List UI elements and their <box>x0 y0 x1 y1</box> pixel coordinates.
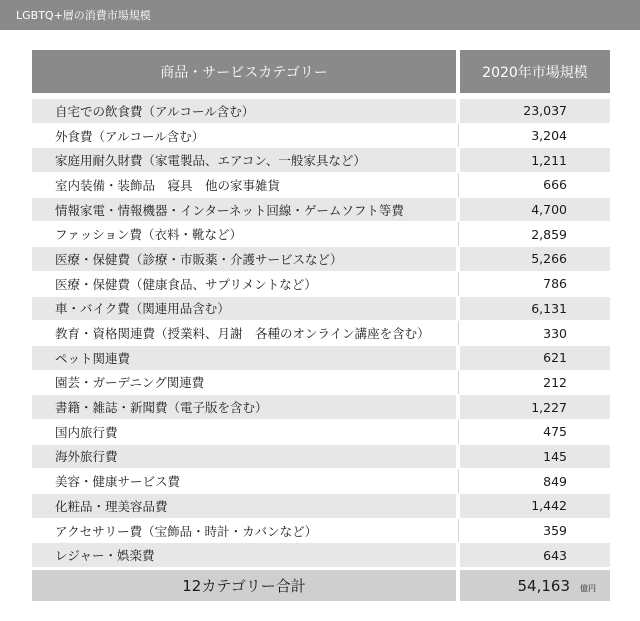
category-cell: 医療・保健費（健康食品、サプリメントなど） <box>32 271 458 296</box>
value-cell: 23,037 <box>458 96 610 123</box>
table-body <box>32 96 610 569</box>
value-cell: 786 <box>458 271 610 296</box>
category-cell: ペット関連費 <box>32 345 458 370</box>
table-row <box>32 444 610 469</box>
table-header-row <box>32 50 610 96</box>
table-row <box>32 494 610 519</box>
column-header-market-size: 2020年市場規模 <box>458 50 610 96</box>
value-cell: 1,211 <box>458 148 610 173</box>
table-row <box>32 321 610 346</box>
table-row <box>32 96 610 123</box>
category-cell: 外食費（アルコール含む） <box>32 123 458 148</box>
table-row <box>32 148 610 173</box>
category-cell: 園芸・ガーデニング関連費 <box>32 370 458 395</box>
category-cell: 化粧品・理美容品費 <box>32 494 458 519</box>
title-bar <box>0 0 640 30</box>
value-cell: 5,266 <box>458 247 610 272</box>
table-row <box>32 518 610 543</box>
value-cell: 3,204 <box>458 123 610 148</box>
category-cell: 書籍・雑誌・新聞費（電子版を含む） <box>32 395 458 420</box>
table-row <box>32 543 610 569</box>
value-cell: 1,227 <box>458 395 610 420</box>
category-cell: 自宅での飲食費（アルコール含む） <box>32 96 458 123</box>
table-row <box>32 173 610 198</box>
category-cell: ファッション費（衣料・靴など） <box>32 222 458 247</box>
table-row <box>32 123 610 148</box>
category-cell: アクセサリー費（宝飾品・時計・カバンなど） <box>32 518 458 543</box>
column-header-category: 商品・サービスカテゴリー <box>32 50 458 96</box>
value-cell: 4,700 <box>458 197 610 222</box>
value-cell: 359 <box>458 518 610 543</box>
table-row <box>32 247 610 272</box>
value-cell: 2,859 <box>458 222 610 247</box>
category-cell: 情報家電・情報機器・インターネット回線・ゲームソフト等費 <box>32 197 458 222</box>
category-cell: 海外旅行費 <box>32 444 458 469</box>
category-cell: 教育・資格関連費（授業料、月謝 各種のオンライン講座を含む） <box>32 321 458 346</box>
table-row <box>32 271 610 296</box>
total-value: 54,163 <box>517 576 570 595</box>
value-cell: 475 <box>458 419 610 444</box>
category-cell: 室内装備・装飾品 寝具 他の家事雑貨 <box>32 173 458 198</box>
value-cell: 666 <box>458 173 610 198</box>
total-row <box>32 569 610 602</box>
value-cell: 330 <box>458 321 610 346</box>
table-row <box>32 370 610 395</box>
table-row <box>32 222 610 247</box>
value-cell: 621 <box>458 345 610 370</box>
page-title: LGBTQ+層の消費市場規模 <box>16 9 151 22</box>
value-cell: 849 <box>458 469 610 494</box>
table-row <box>32 419 610 444</box>
table-row <box>32 469 610 494</box>
value-cell: 6,131 <box>458 296 610 321</box>
value-cell: 1,442 <box>458 494 610 519</box>
category-cell: 国内旅行費 <box>32 419 458 444</box>
table-row <box>32 197 610 222</box>
market-size-table <box>32 50 610 601</box>
total-label: 12カテゴリー合計 <box>32 569 458 602</box>
value-cell: 212 <box>458 370 610 395</box>
table-row <box>32 345 610 370</box>
table-row <box>32 296 610 321</box>
category-cell: レジャー・娯楽費 <box>32 543 458 569</box>
category-cell: 医療・保健費（診療・市販薬・介護サービスなど） <box>32 247 458 272</box>
category-cell: 車・バイク費（関連用品含む） <box>32 296 458 321</box>
total-value-cell <box>458 569 610 602</box>
table-row <box>32 395 610 420</box>
unit-label: 億円 <box>580 583 596 593</box>
value-cell: 643 <box>458 543 610 569</box>
value-cell: 145 <box>458 444 610 469</box>
category-cell: 美容・健康サービス費 <box>32 469 458 494</box>
category-cell: 家庭用耐久財費（家電製品、エアコン、一般家具など） <box>32 148 458 173</box>
